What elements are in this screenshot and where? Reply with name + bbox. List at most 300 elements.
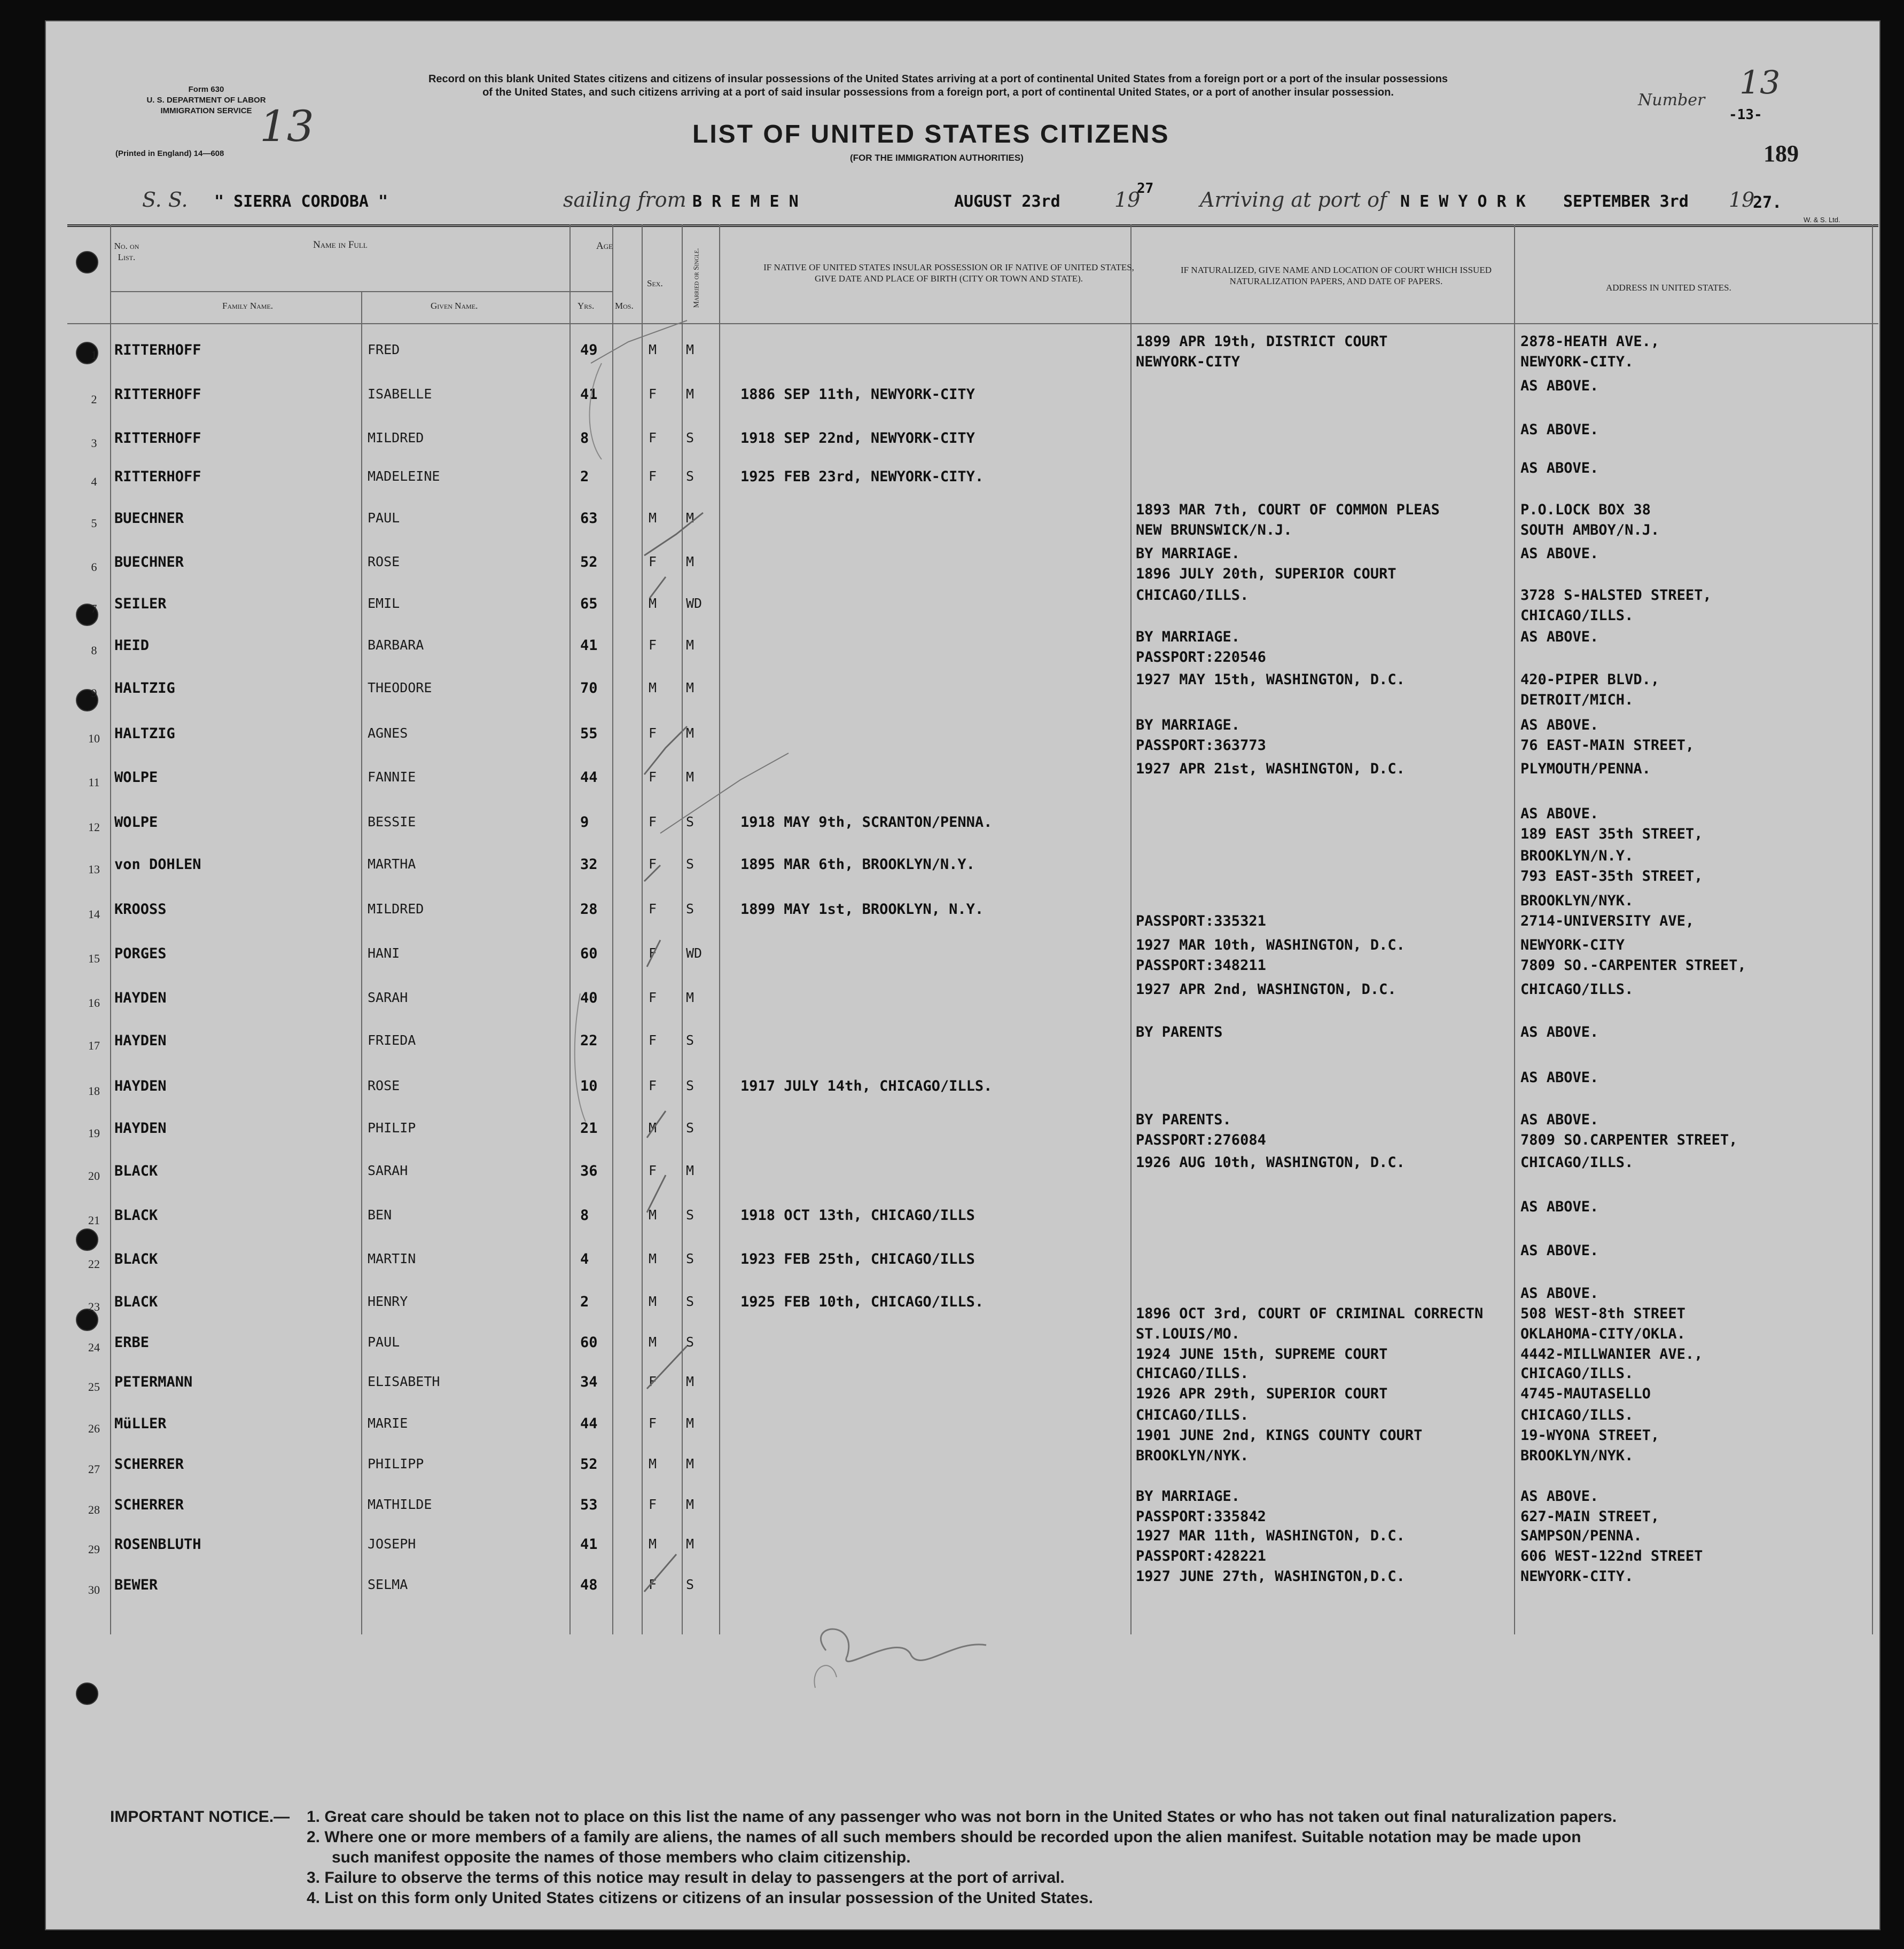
sex-cell: F [649, 637, 657, 653]
naturalization-cell: BY MARRIAGE. [1136, 545, 1240, 562]
address-cell: AS ABOVE. [1520, 378, 1599, 394]
age-cell: 63 [580, 510, 598, 527]
family-name-cell: RITTERHOFF [114, 468, 201, 485]
age-cell: 8 [580, 1207, 589, 1224]
age-cell: 53 [580, 1497, 598, 1513]
naturalization-cell: PASSPORT:276084 [1136, 1132, 1266, 1148]
age-cell: 48 [580, 1577, 598, 1593]
address-cell: 793 EAST-35th STREET, [1520, 868, 1703, 885]
address-cell: AS ABOVE. [1520, 1199, 1599, 1215]
birth-cell: 1918 MAY 9th, SCRANTON/PENNA. [740, 814, 993, 831]
col-header-address: ADDRESS IN UNITED STATES. [1606, 283, 1731, 293]
marital-status-cell: M [686, 990, 695, 1005]
row-number: 13 [88, 863, 100, 876]
ss-label: S. S. [142, 188, 188, 212]
address-cell: 4745-MAUTASELLO [1520, 1386, 1651, 1402]
sex-cell: M [649, 1334, 657, 1350]
row-number: 6 [91, 560, 97, 574]
given-name-cell: SARAH [368, 1163, 408, 1178]
address-cell: 19-WYONA STREET, [1520, 1427, 1660, 1444]
form-number: Form 630 [188, 85, 224, 94]
col-header-family-name: Family Name. [222, 301, 274, 311]
sex-cell: M [649, 1120, 657, 1136]
family-name-cell: HAYDEN [114, 1120, 167, 1137]
arrive-date: SEPTEMBER 3rd [1563, 192, 1689, 211]
naturalization-cell: NEW BRUNSWICK/N.J. [1136, 522, 1292, 538]
address-cell: BROOKLYN/NYK. [1520, 893, 1634, 909]
port-to: N E W Y O R K [1400, 192, 1526, 211]
given-name-cell: ELISABETH [368, 1374, 440, 1389]
marital-status-cell: S [686, 901, 695, 917]
col-header-no: No. on List. [114, 241, 139, 262]
family-name-cell: SEILER [114, 596, 167, 612]
age-cell: 32 [580, 856, 598, 873]
address-cell: AS ABOVE. [1520, 805, 1599, 822]
age-cell: 70 [580, 680, 598, 696]
naturalization-cell: CHICAGO/ILLS. [1136, 1407, 1249, 1423]
naturalization-cell: 1926 APR 29th, SUPERIOR COURT [1136, 1386, 1388, 1402]
address-cell: AS ABOVE. [1520, 545, 1599, 562]
given-name-cell: MILDRED [368, 901, 424, 917]
row-number: 12 [88, 820, 100, 834]
naturalization-cell: ST.LOUIS/MO. [1136, 1326, 1240, 1342]
marital-status-cell: WD [686, 945, 703, 961]
manifest-sheet [45, 20, 1880, 1930]
depart-year: 27 [1137, 181, 1154, 197]
naturalization-cell: 1927 JUNE 27th, WASHINGTON,D.C. [1136, 1568, 1405, 1585]
age-cell: 28 [580, 901, 598, 918]
age-cell: 41 [580, 1536, 598, 1553]
address-cell: AS ABOVE. [1520, 1285, 1599, 1302]
marital-status-cell: M [686, 1163, 695, 1178]
year-prefix: 19 [1729, 188, 1755, 212]
given-name-cell: HENRY [368, 1294, 408, 1309]
marital-status-cell: S [686, 430, 695, 445]
naturalization-cell: CHICAGO/ILLS. [1136, 1365, 1249, 1382]
sex-cell: F [649, 814, 657, 829]
notice-item: 1. Great care should be taken not to place on this list the name of any passenger who was not born in the United States or who has not taken out final naturalization papers. [307, 1808, 1617, 1826]
marital-status-cell: S [686, 1078, 695, 1093]
port-from: B R E M E N [692, 192, 799, 211]
age-cell: 2 [580, 1294, 589, 1310]
page-subtitle: (FOR THE IMMIGRATION AUTHORITIES) [850, 153, 1024, 163]
naturalization-cell: PASSPORT:428221 [1136, 1548, 1266, 1564]
given-name-cell: ISABELLE [368, 386, 432, 402]
given-name-cell: ROSE [368, 554, 400, 569]
address-cell: NEWYORK-CITY. [1520, 1568, 1634, 1585]
col-header-mos: Mos. [615, 301, 634, 311]
sex-cell: F [649, 945, 657, 961]
family-name-cell: PETERMANN [114, 1374, 193, 1390]
age-cell: 49 [580, 342, 598, 358]
birth-cell: 1918 OCT 13th, CHICAGO/ILLS [740, 1207, 975, 1224]
given-name-cell: FRED [368, 342, 400, 357]
number-handwritten: 13 [1739, 64, 1781, 101]
family-name-cell: BLACK [114, 1163, 158, 1179]
sex-cell: F [649, 990, 657, 1005]
address-cell: 508 WEST-8th STREET [1520, 1305, 1685, 1322]
family-name-cell: PORGES [114, 945, 167, 962]
address-cell: AS ABOVE. [1520, 1069, 1599, 1086]
age-cell: 65 [580, 596, 598, 612]
row-number: 1 [91, 348, 97, 362]
given-name-cell: BESSIE [368, 814, 416, 829]
row-number: 30 [88, 1583, 100, 1596]
address-cell: 2878-HEATH AVE., [1520, 333, 1660, 350]
marital-status-cell: M [686, 510, 695, 526]
family-name-cell: ROSENBLUTH [114, 1536, 201, 1553]
age-cell: 21 [580, 1120, 598, 1137]
naturalization-cell: BY MARRIAGE. [1136, 1488, 1240, 1505]
naturalization-cell: PASSPORT:335842 [1136, 1508, 1266, 1525]
given-name-cell: BEN [368, 1207, 392, 1223]
marital-status-cell: M [686, 386, 695, 402]
address-cell: CHICAGO/ILLS. [1520, 1154, 1634, 1171]
row-number: 25 [88, 1380, 100, 1394]
address-cell: 3728 S-HALSTED STREET, [1520, 587, 1712, 604]
address-cell: AS ABOVE. [1520, 1112, 1599, 1128]
naturalization-cell: 1927 MAR 11th, WASHINGTON, D.C. [1136, 1528, 1405, 1544]
row-number: 5 [91, 516, 97, 530]
given-name-cell: MARTIN [368, 1251, 416, 1266]
address-cell: BROOKLYN/NYK. [1520, 1447, 1634, 1464]
notice-item: 4. List on this form only United States citizens or citizens of an insular possession of the United States. [307, 1889, 1093, 1907]
family-name-cell: SCHERRER [114, 1497, 184, 1513]
arrive-year: 27. [1753, 193, 1782, 212]
marital-status-cell: M [686, 1415, 695, 1431]
service: IMMIGRATION SERVICE [160, 106, 252, 115]
address-cell: CHICAGO/ILLS. [1520, 1407, 1634, 1423]
given-name-cell: PAUL [368, 1334, 400, 1350]
given-name-cell: ROSE [368, 1078, 400, 1093]
col-header-yrs: Yrs. [578, 301, 595, 311]
pencil-check-marks [46, 21, 1879, 1929]
printed-note: (Printed in England) 14—608 [115, 149, 224, 158]
naturalization-cell: 1893 MAR 7th, COURT OF COMMON PLEAS [1136, 502, 1440, 518]
page-title: LIST OF UNITED STATES CITIZENS [692, 120, 1170, 148]
age-cell: 52 [580, 554, 598, 570]
marital-status-cell: S [686, 856, 695, 872]
address-cell: 189 EAST 35th STREET, [1520, 826, 1703, 842]
address-cell: 606 WEST-122nd STREET [1520, 1548, 1703, 1564]
family-name-cell: HAYDEN [114, 1078, 167, 1094]
given-name-cell: JOSEPH [368, 1536, 416, 1552]
family-name-cell: SCHERRER [114, 1456, 184, 1473]
age-cell: 60 [580, 1334, 598, 1351]
sex-cell: M [649, 680, 657, 695]
sex-cell: M [649, 1207, 657, 1223]
row-number: 15 [88, 952, 100, 965]
naturalization-cell: CHICAGO/ILLS. [1136, 587, 1249, 604]
sex-cell: M [649, 342, 657, 357]
margin-mark: 13 [260, 101, 314, 151]
address-cell: SOUTH AMBOY/N.J. [1520, 522, 1660, 538]
address-cell: AS ABOVE. [1520, 1024, 1599, 1040]
naturalization-cell: 1899 APR 19th, DISTRICT COURT [1136, 333, 1388, 350]
age-cell: 8 [580, 430, 589, 447]
marital-status-cell: S [686, 1032, 695, 1048]
age-cell: 4 [580, 1251, 589, 1267]
naturalization-cell: BY PARENTS. [1136, 1112, 1231, 1128]
address-cell: 627-MAIN STREET, [1520, 1508, 1660, 1525]
address-cell: AS ABOVE. [1520, 421, 1599, 438]
notice-heading: IMPORTANT NOTICE.— [110, 1808, 290, 1826]
col-header-birth: IF NATIVE OF UNITED STATES INSULAR POSSESSION OR IF NATIVE OF UNITED STATES, GIVE DATE AND PLACE OF BIRTH (CITY OR TOWN AND STATE). [763, 262, 1134, 284]
address-cell: CHICAGO/ILLS. [1520, 981, 1634, 998]
family-name-cell: RITTERHOFF [114, 386, 201, 403]
sex-cell: F [649, 769, 657, 785]
row-number: 9 [91, 686, 97, 700]
birth-cell: 1923 FEB 25th, CHICAGO/ILLS [740, 1251, 975, 1267]
sex-cell: M [649, 1251, 657, 1266]
family-name-cell: KROOSS [114, 901, 167, 918]
address-cell: AS ABOVE. [1520, 1242, 1599, 1259]
family-name-cell: RITTERHOFF [114, 342, 201, 358]
number-typed: -13- [1729, 107, 1762, 123]
sex-cell: F [649, 468, 657, 484]
printer-mark: W. & S. Ltd. [1804, 216, 1840, 224]
age-cell: 10 [580, 1078, 598, 1094]
naturalization-cell: NEWYORK-CITY [1136, 354, 1240, 370]
number-label: Number [1638, 91, 1705, 109]
sex-cell: F [649, 430, 657, 445]
given-name-cell: SELMA [368, 1577, 408, 1592]
marital-status-cell: S [686, 1120, 695, 1136]
row-number: 16 [88, 996, 100, 1009]
naturalization-cell: 1927 APR 2nd, WASHINGTON, D.C. [1136, 981, 1396, 998]
naturalization-cell: PASSPORT:220546 [1136, 649, 1266, 666]
row-number: 11 [88, 776, 100, 789]
sailing-label: sailing from [563, 188, 686, 212]
sex-cell: M [649, 1456, 657, 1471]
given-name-cell: MARTHA [368, 856, 416, 872]
address-cell: 2714-UNIVERSITY AVE, [1520, 913, 1695, 929]
family-name-cell: WOLPE [114, 814, 158, 831]
given-name-cell: MADELEINE [368, 468, 440, 484]
notice-item: 2. Where one or more members of a family are aliens, the names of all such members should be recorded upon the alien manifest. Suitable notation may be made upon [307, 1828, 1581, 1846]
row-number: 14 [88, 907, 100, 921]
sex-cell: F [649, 901, 657, 917]
family-name-cell: HAYDEN [114, 990, 167, 1006]
depart-date: AUGUST 23rd [954, 192, 1060, 211]
address-cell: 7809 SO.CARPENTER STREET, [1520, 1132, 1738, 1148]
address-cell: AS ABOVE. [1520, 717, 1599, 733]
family-name-cell: BLACK [114, 1251, 158, 1267]
row-number: 18 [88, 1084, 100, 1098]
naturalization-cell: BY PARENTS [1136, 1024, 1223, 1040]
given-name-cell: MARIE [368, 1415, 408, 1431]
row-number: 19 [88, 1126, 100, 1140]
address-cell: BROOKLYN/N.Y. [1520, 848, 1634, 864]
family-name-cell: BLACK [114, 1294, 158, 1310]
marital-status-cell: M [686, 769, 695, 785]
naturalization-cell: BY MARRIAGE. [1136, 717, 1240, 733]
address-cell: 4442-MILLWANIER AVE., [1520, 1346, 1703, 1363]
address-cell: P.O.LOCK BOX 38 [1520, 502, 1651, 518]
marital-status-cell: S [686, 468, 695, 484]
col-header-sex: Sex. [647, 278, 663, 288]
family-name-cell: BLACK [114, 1207, 158, 1224]
naturalization-cell: BY MARRIAGE. [1136, 629, 1240, 645]
col-header-age: Age [596, 240, 613, 252]
marital-status-cell: M [686, 637, 695, 653]
col-header-married: Married or Single. [692, 248, 701, 308]
row-number: 28 [88, 1503, 100, 1516]
age-cell: 9 [580, 814, 589, 831]
family-name-cell: BUECHNER [114, 510, 184, 527]
col-header-name-in-full: Name in Full [313, 239, 368, 251]
address-cell: AS ABOVE. [1520, 1488, 1599, 1505]
birth-cell: 1918 SEP 22nd, NEWYORK-CITY [740, 430, 975, 447]
row-number: 27 [88, 1462, 100, 1476]
row-number: 22 [88, 1257, 100, 1271]
given-name-cell: MILDRED [368, 430, 424, 445]
age-cell: 41 [580, 386, 598, 403]
address-cell: NEWYORK-CITY [1520, 937, 1625, 953]
age-cell: 22 [580, 1032, 598, 1049]
sex-cell: F [649, 1078, 657, 1093]
page-number: 189 [1763, 140, 1799, 167]
family-name-cell: HALTZIG [114, 680, 175, 696]
sex-cell: F [649, 856, 657, 872]
row-number: 17 [88, 1039, 100, 1052]
family-name-cell: ERBE [114, 1334, 150, 1351]
sex-cell: F [649, 1032, 657, 1048]
col-header-given-name: Given Name. [431, 301, 478, 311]
marital-status-cell: M [686, 1497, 695, 1512]
marital-status-cell: S [686, 1334, 695, 1350]
marital-status-cell: M [686, 342, 695, 357]
department: U. S. DEPARTMENT OF LABOR [146, 96, 266, 105]
arriving-label: Arriving at port of [1200, 188, 1387, 212]
marital-status-cell: M [686, 680, 695, 695]
given-name-cell: AGNES [368, 725, 408, 741]
age-cell: 34 [580, 1374, 598, 1390]
naturalization-cell: 1927 MAR 10th, WASHINGTON, D.C. [1136, 937, 1405, 953]
address-cell: CHICAGO/ILLS. [1520, 607, 1634, 624]
address-cell: 7809 SO.-CARPENTER STREET, [1520, 957, 1746, 974]
family-name-cell: HALTZIG [114, 725, 175, 742]
address-cell: AS ABOVE. [1520, 629, 1599, 645]
row-number: 26 [88, 1422, 100, 1435]
given-name-cell: SARAH [368, 990, 408, 1005]
family-name-cell: BEWER [114, 1577, 158, 1593]
naturalization-cell: 1927 APR 21st, WASHINGTON, D.C. [1136, 761, 1405, 777]
address-cell: 76 EAST-MAIN STREET, [1520, 737, 1695, 754]
col-header-naturalized: IF NATURALIZED, GIVE NAME AND LOCATION OF COURT WHICH ISSUED NATURALIZATION PAPERS, AND DATE OF PAPERS. [1180, 265, 1492, 286]
sex-cell: F [649, 1374, 657, 1389]
sex-cell: M [649, 1536, 657, 1552]
row-number: 4 [91, 475, 97, 488]
age-cell: 36 [580, 1163, 598, 1179]
row-number: 24 [88, 1341, 100, 1354]
naturalization-cell: 1896 JULY 20th, SUPERIOR COURT [1136, 566, 1396, 582]
address-cell: NEWYORK-CITY. [1520, 354, 1634, 370]
birth-cell: 1917 JULY 14th, CHICAGO/ILLS. [740, 1078, 993, 1094]
marital-status-cell: M [686, 1456, 695, 1471]
given-name-cell: HANI [368, 945, 400, 961]
row-number: 8 [91, 644, 97, 657]
sex-cell: M [649, 596, 657, 611]
marital-status-cell: M [686, 1374, 695, 1389]
naturalization-cell: 1924 JUNE 15th, SUPREME COURT [1136, 1346, 1388, 1363]
given-name-cell: THEODORE [368, 680, 432, 695]
row-number: 29 [88, 1543, 100, 1556]
notice-item: 3. Failure to observe the terms of this notice may result in delay to passengers at the port of arrival. [307, 1869, 1065, 1887]
row-number: 20 [88, 1169, 100, 1183]
naturalization-cell: 1926 AUG 10th, WASHINGTON, D.C. [1136, 1154, 1405, 1171]
age-cell: 44 [580, 769, 598, 786]
row-number: 21 [88, 1214, 100, 1227]
naturalization-cell: 1901 JUNE 2nd, KINGS COUNTY COURT [1136, 1427, 1423, 1444]
sex-cell: F [649, 1577, 657, 1592]
family-name-cell: WOLPE [114, 769, 158, 786]
address-cell: AS ABOVE. [1520, 460, 1599, 476]
notice-item: such manifest opposite the names of those members who claim citizenship. [332, 1849, 911, 1866]
sex-cell: F [649, 1497, 657, 1512]
sex-cell: F [649, 1415, 657, 1431]
age-cell: 2 [580, 468, 589, 485]
naturalization-cell: BROOKLYN/NYK. [1136, 1447, 1249, 1464]
marital-status-cell: M [686, 1536, 695, 1552]
given-name-cell: PHILIPP [368, 1456, 424, 1471]
naturalization-cell: PASSPORT:348211 [1136, 957, 1266, 974]
sex-cell: F [649, 386, 657, 402]
marital-status-cell: M [686, 725, 695, 741]
age-cell: 55 [580, 725, 598, 742]
address-cell: SAMPSON/PENNA. [1520, 1528, 1642, 1544]
year-prefix: 19 [1114, 188, 1141, 212]
address-cell: PLYMOUTH/PENNA. [1520, 761, 1651, 777]
birth-cell: 1895 MAR 6th, BROOKLYN/N.Y. [740, 856, 975, 873]
sex-cell: F [649, 725, 657, 741]
given-name-cell: PAUL [368, 510, 400, 526]
address-cell: 420-PIPER BLVD., [1520, 671, 1660, 688]
marital-status-cell: M [686, 554, 695, 569]
family-name-cell: MüLLER [114, 1415, 167, 1432]
age-cell: 44 [580, 1415, 598, 1432]
row-number: 23 [88, 1300, 100, 1313]
age-cell: 40 [580, 990, 598, 1006]
sex-cell: F [649, 1163, 657, 1178]
row-number: 2 [91, 393, 97, 406]
marital-status-cell: S [686, 1294, 695, 1309]
address-cell: OKLAHOMA-CITY/OKLA. [1520, 1326, 1685, 1342]
marital-status-cell: WD [686, 596, 703, 611]
marital-status-cell: S [686, 814, 695, 829]
address-cell: CHICAGO/ILLS. [1520, 1365, 1634, 1382]
birth-cell: 1925 FEB 23rd, NEWYORK-CITY. [740, 468, 984, 485]
naturalization-cell: 1927 MAY 15th, WASHINGTON, D.C. [1136, 671, 1405, 688]
given-name-cell: MATHILDE [368, 1497, 432, 1512]
age-cell: 60 [580, 945, 598, 962]
row-number: 7 [91, 602, 97, 615]
given-name-cell: PHILIP [368, 1120, 416, 1136]
family-name-cell: BUECHNER [114, 554, 184, 570]
age-cell: 52 [580, 1456, 598, 1473]
marital-status-cell: S [686, 1251, 695, 1266]
birth-cell: 1925 FEB 10th, CHICAGO/ILLS. [740, 1294, 984, 1310]
given-name-cell: FRIEDA [368, 1032, 416, 1048]
sex-cell: M [649, 510, 657, 526]
sex-cell: F [649, 554, 657, 569]
marital-status-cell: S [686, 1207, 695, 1223]
family-name-cell: RITTERHOFF [114, 430, 201, 447]
naturalization-cell: 1896 OCT 3rd, COURT OF CRIMINAL CORRECTN [1136, 1305, 1484, 1322]
given-name-cell: FANNIE [368, 769, 416, 785]
family-name-cell: von DOHLEN [114, 856, 201, 873]
ship-name: " SIERRA CORDOBA " [214, 192, 388, 211]
